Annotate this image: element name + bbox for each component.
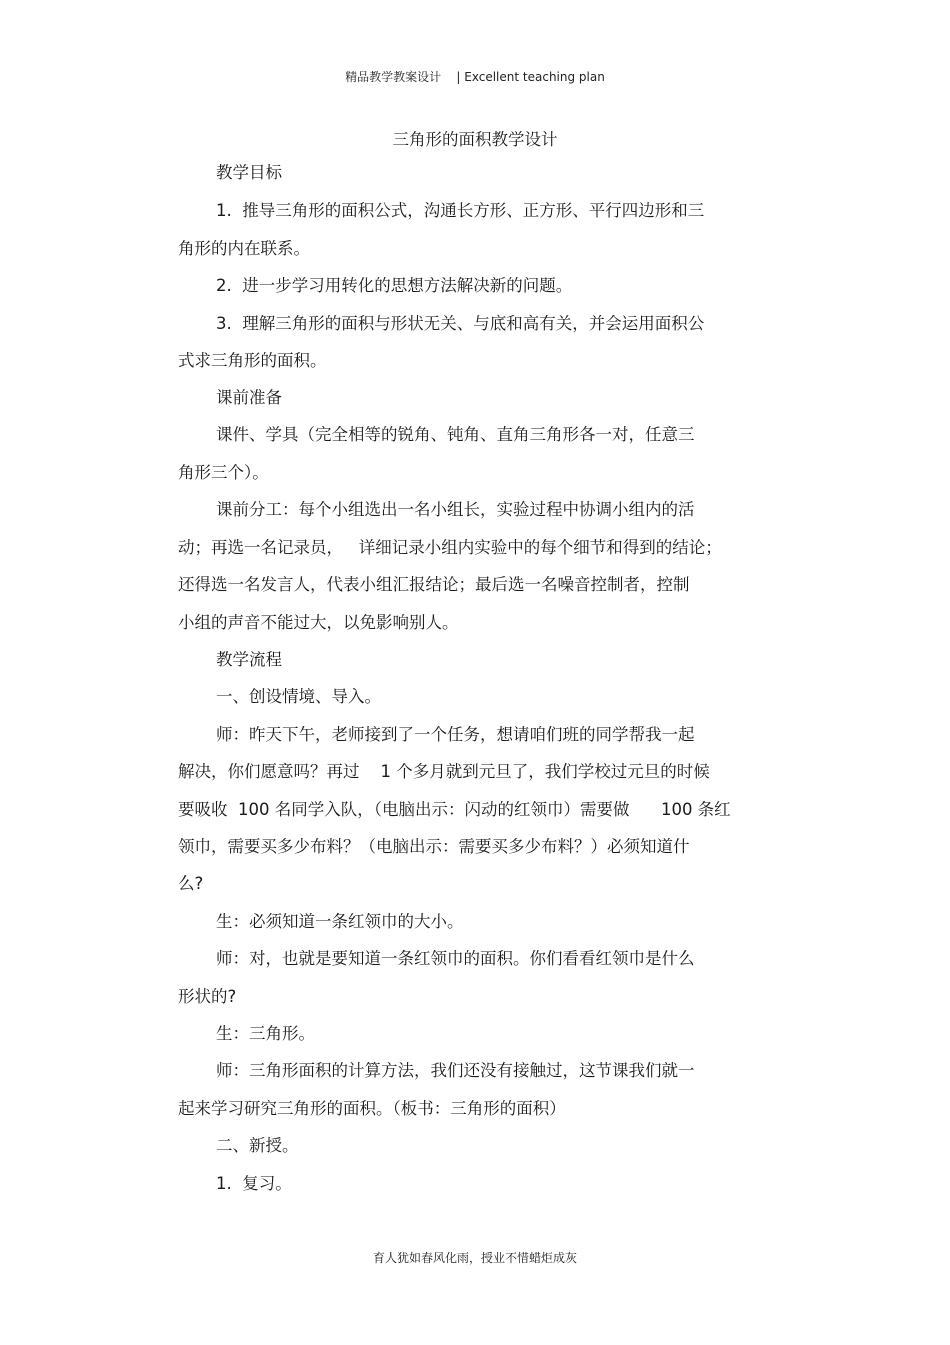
paragraph-line: 课件、学具（完全相等的锐角、钝角、直角三角形各一对，任意三: [216, 425, 695, 444]
document-title: 三角形的面积教学设计: [392, 130, 558, 149]
paragraph-line: 小组的声音不能过大，以免影响别人。: [178, 613, 459, 632]
section-heading-process: 教学流程: [216, 650, 282, 669]
paragraph-line: 师：三角形面积的计算方法，我们还没有接触过，这节课我们就一: [216, 1061, 695, 1080]
paragraph-line: 生：三角形。: [216, 1024, 315, 1043]
section-heading-intro: 一、创设情境、导入。: [216, 687, 381, 706]
paragraph-line: 1. 复习。: [216, 1174, 292, 1193]
paragraph-line: 还得选一名发言人，代表小组汇报结论；最后选一名噪音控制者，控制: [178, 575, 690, 594]
paragraph-line: 么?: [178, 874, 204, 893]
paragraph-line: 课前分工：每个小组选出一名小组长，实验过程中协调小组内的活: [216, 500, 695, 519]
paragraph-line: 1. 推导三角形的面积公式，沟通长方形、正方形、平行四边形和三: [216, 201, 705, 220]
section-heading-preparation: 课前准备: [216, 388, 282, 407]
paragraph-line: 角形三个）。: [178, 463, 269, 482]
paragraph-line: 解决，你们愿意吗？再过 1 个多月就到元旦了，我们学校过元旦的时候: [178, 762, 710, 781]
paragraph-line: 式求三角形的面积。: [178, 351, 327, 370]
paragraph-line: 角形的内在联系。: [178, 239, 310, 258]
section-heading-objectives: 教学目标: [216, 163, 282, 182]
paragraph-line: 师：对，也就是要知道一条红领巾的面积。你们看看红领巾是什么: [216, 949, 695, 968]
page-footer: 育人犹如春风化雨，授业不惜蜡炬成灰: [372, 1251, 577, 1265]
paragraph-line: 生：必须知道一条红领巾的大小。: [216, 912, 464, 931]
section-heading-new-lesson: 二、新授。: [216, 1136, 299, 1155]
paragraph-line: 起来学习研究三角形的面积。（板书：三角形的面积）: [178, 1099, 566, 1118]
paragraph-line: 形状的?: [178, 987, 237, 1006]
page-header: 精品教学教案设计 | Excellent teaching plan: [345, 70, 605, 84]
paragraph-line: 3. 理解三角形的面积与形状无关、与底和高有关，并会运用面积公: [216, 314, 705, 333]
paragraph-line: 师：昨天下午，老师接到了一个任务，想请咱们班的同学帮我一起: [216, 725, 695, 744]
paragraph-line: 2. 进一步学习用转化的思想方法解决新的问题。: [216, 276, 573, 295]
paragraph-line: 要吸收 100 名同学入队，（电脑出示：闪动的红领巾）需要做 100 条红: [178, 800, 731, 819]
paragraph-line: 动；再选一名记录员， 详细记录小组内实验中的每个细节和得到的结论；: [178, 538, 722, 557]
paragraph-line: 领巾，需要买多少布料？（电脑出示：需要买多少布料？）必须知道什: [178, 837, 690, 856]
